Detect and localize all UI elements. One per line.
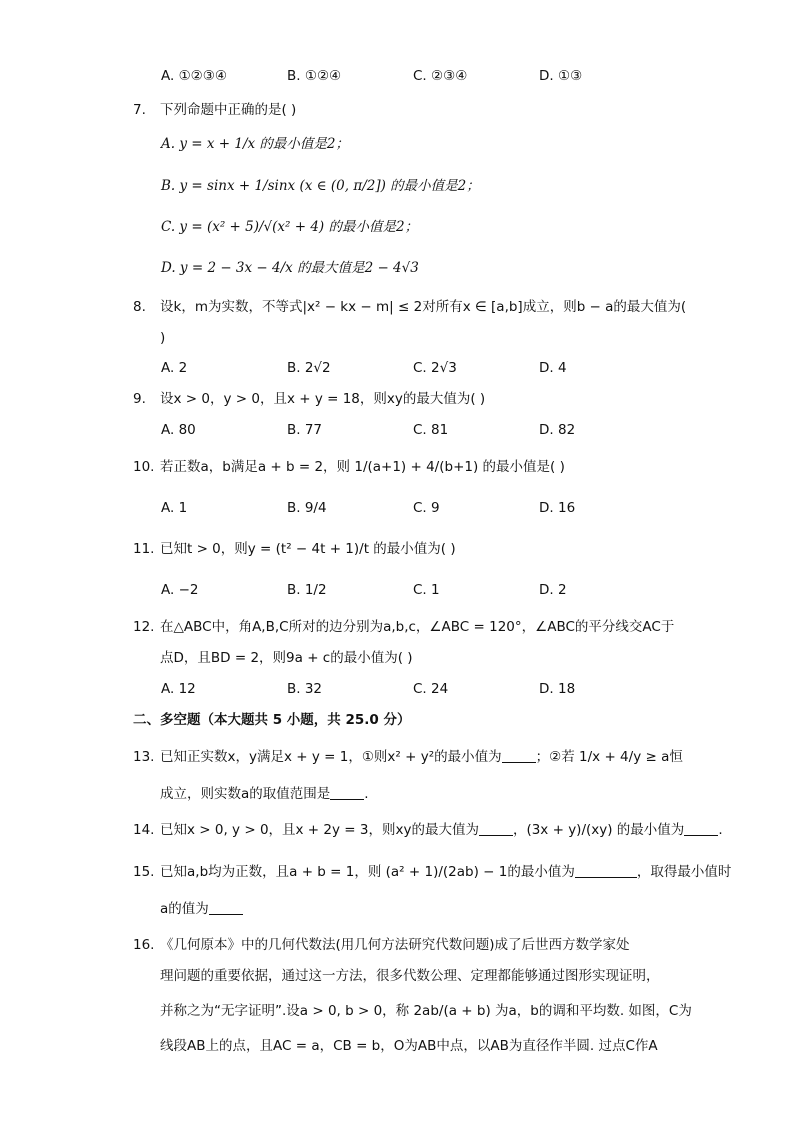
q13-number: 13. <box>133 749 155 765</box>
q12-number: 12. <box>133 619 155 635</box>
q7-option-a: A. y = x + 1/x 的最小值是2； <box>161 136 349 152</box>
q9-option-a: A. 80 <box>161 422 196 438</box>
q15-number: 15. <box>133 864 155 880</box>
q11-option-b: B. 1/2 <box>287 582 327 598</box>
q6-option-a: A. ①②③④ <box>161 68 227 84</box>
q14-text-part1: 已知x > 0, y > 0，且x + 2y = 3，则xy的最大值为 <box>160 822 479 838</box>
q14-line <box>160 820 723 840</box>
q8-stem-line1: 设k，m为实数，不等式|x² − kx − m| ≤ 2对所有x ∈ [a,b]成立，则b − a的最大值为( <box>160 299 687 315</box>
q10-option-a: A. 1 <box>161 500 188 516</box>
q7-number: 7. <box>133 102 146 118</box>
q9-stem: 设x > 0，y > 0，且x + y = 18，则xy的最大值为( ) <box>160 391 486 407</box>
q11-option-a: A. −2 <box>161 582 199 598</box>
q12-option-c: C. 24 <box>413 681 449 697</box>
q8-option-a: A. 2 <box>161 360 188 376</box>
q10-option-b: B. 9/4 <box>287 500 327 516</box>
q15-line2 <box>160 899 243 919</box>
q16-number: 16. <box>133 937 155 953</box>
q12-stem-line1: 在△ABC中，角A,B,C所对的边分别为a,b,c，∠ABC = 120°，∠ABC的平分线交AC于 <box>160 619 675 635</box>
q13-text-part1: 已知正实数x，y满足x + y = 1，①则x² + y²的最小值为 <box>160 749 502 765</box>
q16-line3: 并称之为“无字证明”.设a > 0, b > 0，称 2ab/(a + b) 为a，b的调和平均数. 如图，C为 <box>160 1003 692 1019</box>
q13-blank-2 <box>330 785 364 800</box>
q9-number: 9. <box>133 391 146 407</box>
q13-text-part3: 成立，则实数a的取值范围是 <box>160 786 331 802</box>
q7-stem: 下列命题中正确的是( ) <box>160 102 297 118</box>
q12-stem-line2: 点D，且BD = 2，则9a + c的最小值为( ) <box>160 650 413 666</box>
q10-number: 10. <box>133 459 155 475</box>
q11-number: 11. <box>133 541 155 557</box>
q13-line1 <box>160 747 683 767</box>
q9-option-d: D. 82 <box>539 422 576 438</box>
q10-stem: 若正数a，b满足a + b = 2，则 1/(a+1) + 4/(b+1) 的最小值是( ) <box>160 459 565 475</box>
q14-number: 14. <box>133 822 155 838</box>
q15-line1 <box>160 862 731 882</box>
q11-option-d: D. 2 <box>539 582 567 598</box>
q8-option-c: C. 2√3 <box>413 360 457 376</box>
q16-line4: 线段AB上的点，且AC = a，CB = b，O为AB中点，以AB为直径作半圆. 过点C作A <box>160 1038 658 1054</box>
q14-blank-2 <box>684 821 718 836</box>
q15-text-part3: a的值为 <box>160 901 209 917</box>
q14-text-part2: ，(3x + y)/(xy) 的最小值为 <box>512 822 685 838</box>
q12-option-b: B. 32 <box>287 681 323 697</box>
q7-option-c: C. y = (x² + 5)/√(x² + 4) 的最小值是2； <box>161 219 419 235</box>
q7-option-d: D. y = 2 − 3x − 4/x 的最大值是2 − 4√3 <box>161 260 419 276</box>
q11-option-c: C. 1 <box>413 582 440 598</box>
q8-option-b: B. 2√2 <box>287 360 331 376</box>
q13-text-part2: ；②若 1/x + 4/y ≥ a恒 <box>535 749 683 765</box>
q15-blank-2 <box>209 900 243 915</box>
q15-blank-1 <box>575 863 637 878</box>
q9-option-c: C. 81 <box>413 422 449 438</box>
q14-text-part3: . <box>718 822 723 838</box>
q16-line1: 《几何原本》中的几何代数法(用几何方法研究代数问题)成了后世西方数学家处 <box>160 937 630 953</box>
section-heading-multi-blank: 二、多空题（本大题共 5 小题，共 25.0 分） <box>133 712 411 728</box>
q6-option-c: C. ②③④ <box>413 68 468 84</box>
q13-blank-1 <box>502 748 536 763</box>
q13-line2 <box>160 784 369 804</box>
q15-text-part2: ，取得最小值时 <box>636 864 732 880</box>
q14-blank-1 <box>479 821 513 836</box>
q8-stem-line2: ) <box>160 330 166 346</box>
q10-option-c: C. 9 <box>413 500 440 516</box>
q12-option-d: D. 18 <box>539 681 576 697</box>
q8-number: 8. <box>133 299 146 315</box>
q6-option-d: D. ①③ <box>539 68 583 84</box>
q7-option-b: B. y = sinx + 1/sinx (x ∈ (0, π/2]) 的最小值是2； <box>161 178 480 194</box>
q9-option-b: B. 77 <box>287 422 323 438</box>
q11-stem: 已知t > 0，则y = (t² − 4t + 1)/t 的最小值为( ) <box>160 541 456 557</box>
q6-option-b: B. ①②④ <box>287 68 342 84</box>
q15-text-part1: 已知a,b均为正数，且a + b = 1，则 (a² + 1)/(2ab) − 1的最小值为 <box>160 864 575 880</box>
q8-option-d: D. 4 <box>539 360 567 376</box>
q13-text-part4: . <box>364 786 369 802</box>
q10-option-d: D. 16 <box>539 500 576 516</box>
q16-line2: 理问题的重要依据，通过这一方法，很多代数公理、定理都能够通过图形实现证明， <box>160 968 660 984</box>
q12-option-a: A. 12 <box>161 681 196 697</box>
